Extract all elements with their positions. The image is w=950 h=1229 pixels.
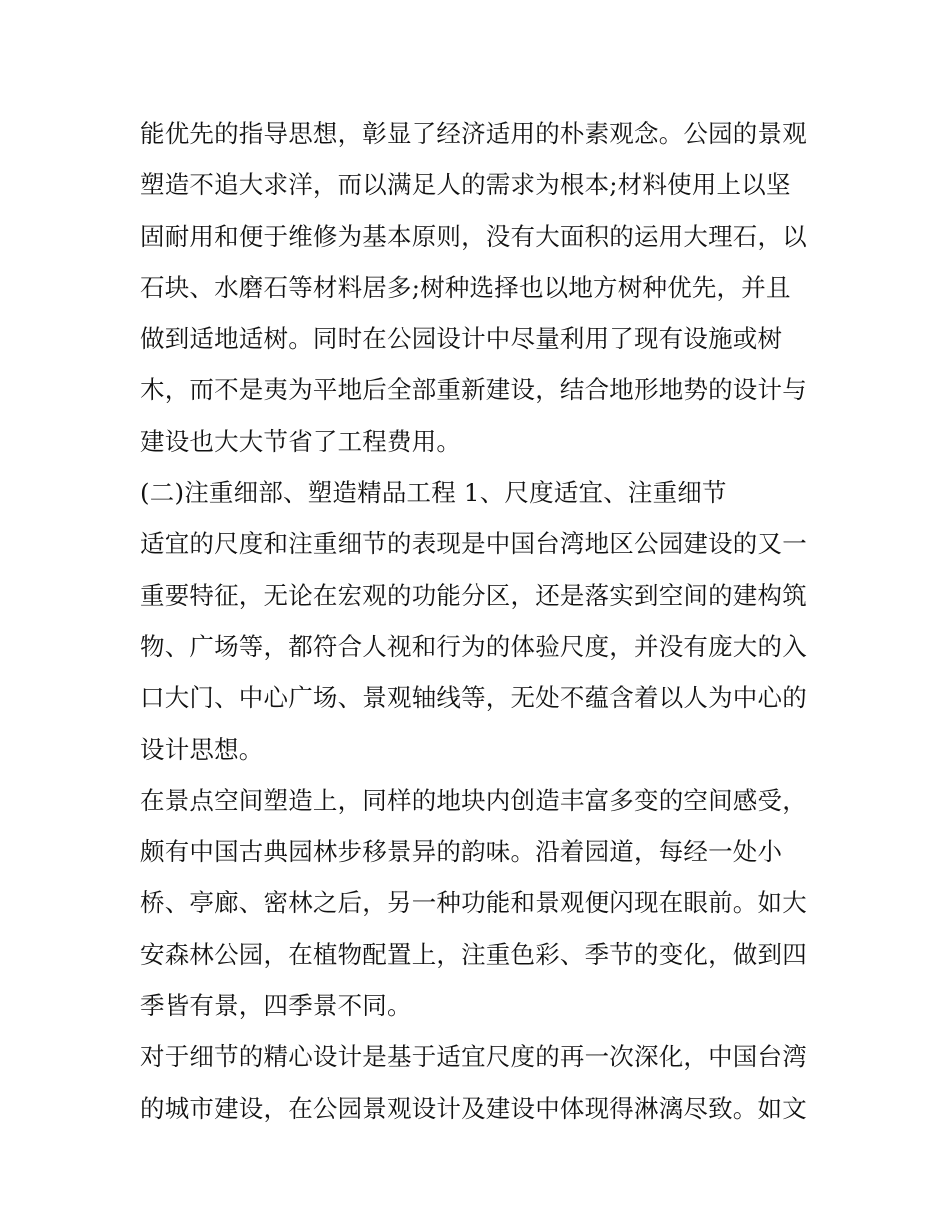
text-line: 桥、亭廊、密林之后，另一种功能和景观便闪现在眼前。如大 <box>140 888 807 918</box>
text-line: 安森林公园，在植物配置上，注重色彩、季节的变化，做到四 <box>140 939 807 969</box>
text-line: 建设也大大节省了工程费用。 <box>140 426 462 456</box>
text-line: 重要特征，无论在宏观的功能分区，还是落实到空间的建构筑 <box>140 580 807 610</box>
section-heading: (二)注重细部、塑造精品工程 1、尺度适宜、注重细节 <box>140 478 727 508</box>
text-line: 对于细节的精心设计是基于适宜尺度的再一次深化，中国台湾 <box>140 1042 807 1072</box>
text-line: 石块、水磨石等材料居多;树种选择也以地方树种优先，并且 <box>140 272 791 302</box>
text-line: 塑造不追大求洋，而以满足人的需求为根本;材料使用上以坚 <box>140 170 791 200</box>
text-line: 季皆有景，四季景不同。 <box>140 991 412 1021</box>
text-line: 口大门、中心广场、景观轴线等，无处不蕴含着以人为中心的 <box>140 683 807 713</box>
text-line: 做到适地适树。同时在公园设计中尽量利用了现有设施或树 <box>140 324 783 354</box>
text-line: 木，而不是夷为平地后全部重新建设，结合地形地势的设计与 <box>140 375 807 405</box>
text-line: 在景点空间塑造上，同样的地块内创造丰富多变的空间感受， <box>140 785 807 815</box>
text-line: 物、广场等，都符合人视和行为的体验尺度，并没有庞大的入 <box>140 631 807 661</box>
text-line: 颇有中国古典园林步移景异的韵味。沿着园道，每经一处小 <box>140 837 783 867</box>
text-line: 设计思想。 <box>140 734 264 764</box>
text-line: 的城市建设，在公园景观设计及建设中体现得淋漓尽致。如文 <box>140 1093 807 1123</box>
text-line: 适宜的尺度和注重细节的表现是中国台湾地区公园建设的又一 <box>140 529 807 559</box>
text-line: 能优先的指导思想，彰显了经济适用的朴素观念。公园的景观 <box>140 119 807 148</box>
body-text <box>140 108 820 1134</box>
text-line: 固耐用和便于维修为基本原则，没有大面积的运用大理石，以 <box>140 221 807 251</box>
